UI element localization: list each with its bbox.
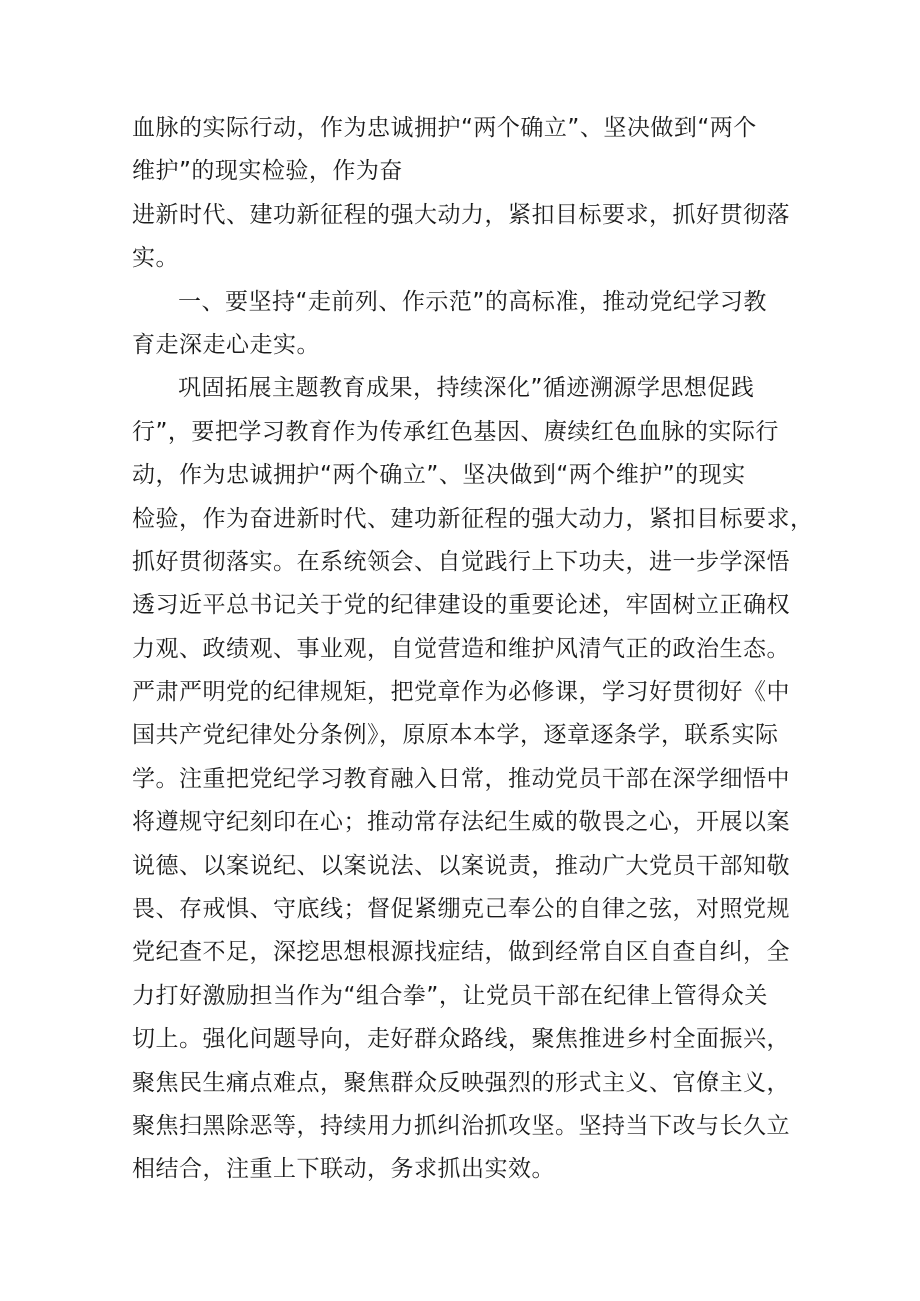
body-text-line: 实。 — [132, 245, 179, 272]
body-text-line: 动，作为忠诚拥护“两个确立”、坚决做到“两个维护”的现实 — [132, 462, 746, 489]
body-text-line: 学。注重把党纪学习教育融入日常，推动党员干部在深学细悟中 — [132, 765, 790, 792]
body-text-line: 力打好激励担当作为“组合拳”，让党员干部在纪律上管得众关 — [132, 982, 768, 1009]
body-text-line: 进新时代、建功新征程的强大动力，紧扣目标要求，抓好贯彻落 — [132, 201, 790, 228]
body-text-line: 说德、以案说纪、以案说法、以案说责，推动广大党员干部知敬 — [132, 852, 790, 879]
body-text-line: 将遵规守纪刻印在心；推动常存法纪生威的敬畏之心，开展以案 — [132, 809, 790, 836]
body-text-line: 党纪查不足，深挖思想根源找症结，做到经常自区自查自纠，全 — [132, 939, 790, 966]
section-heading-line: 一、要坚持“走前列、作示范”的高标准，推动党纪学习教 — [178, 288, 767, 315]
body-text-line: 抓好贯彻落实。在系统领会、自觉践行上下功夫，进一步学深悟 — [132, 548, 790, 575]
body-text-line: 严肃严明党的纪律规矩，把党章作为必修课，学习好贯彻好《中 — [132, 679, 790, 706]
body-text-line: 透习近平总书记关于党的纪律建设的重要论述，牢固树立正确权 — [132, 592, 790, 619]
body-text-line: 巩固拓展主题教育成果，持续深化”循迹溯源学思想促践 — [178, 375, 755, 402]
body-text-line: 相结合，注重上下联动，务求抓出实效。 — [132, 1156, 555, 1183]
document-body — [132, 107, 814, 1192]
body-text-line: 血脉的实际行动，作为忠诚拥护“两个确立”、坚决做到“两个 — [132, 115, 757, 141]
body-text-line: 力观、政绩观、事业观，自觉营造和维护风清气正的政治生态。 — [132, 635, 790, 662]
body-text-line: 检验，作为奋进新时代、建功新征程的强大动力，紧扣目标要求， — [132, 505, 814, 532]
body-text-line: 国共产党纪律处分条例》，原原本本学，逐章逐条学，联系实际 — [132, 722, 779, 749]
body-text-line: 聚焦民生痛点难点，聚焦群众反映强烈的形式主义、官僚主义， — [132, 1069, 790, 1096]
body-text-line: 畏、存戒惧、守底线；督促紧绷克己奉公的自律之弦，对照党规 — [132, 896, 790, 923]
section-heading-line: 育走深走心走实。 — [132, 331, 320, 358]
body-text-line: 聚焦扫黑除恶等，持续用力抓纠治抓攻坚。坚持当下改与长久立 — [132, 1112, 790, 1139]
body-text-line: 切上。强化问题导向，走好群众路线，聚焦推进乡村全面振兴， — [132, 1026, 790, 1053]
body-text-line: 行”，要把学习教育作为传承红色基因、赓续红色血脉的实际行 — [132, 418, 779, 445]
body-text-line: 维护”的现实检验，作为奋 — [132, 158, 403, 185]
